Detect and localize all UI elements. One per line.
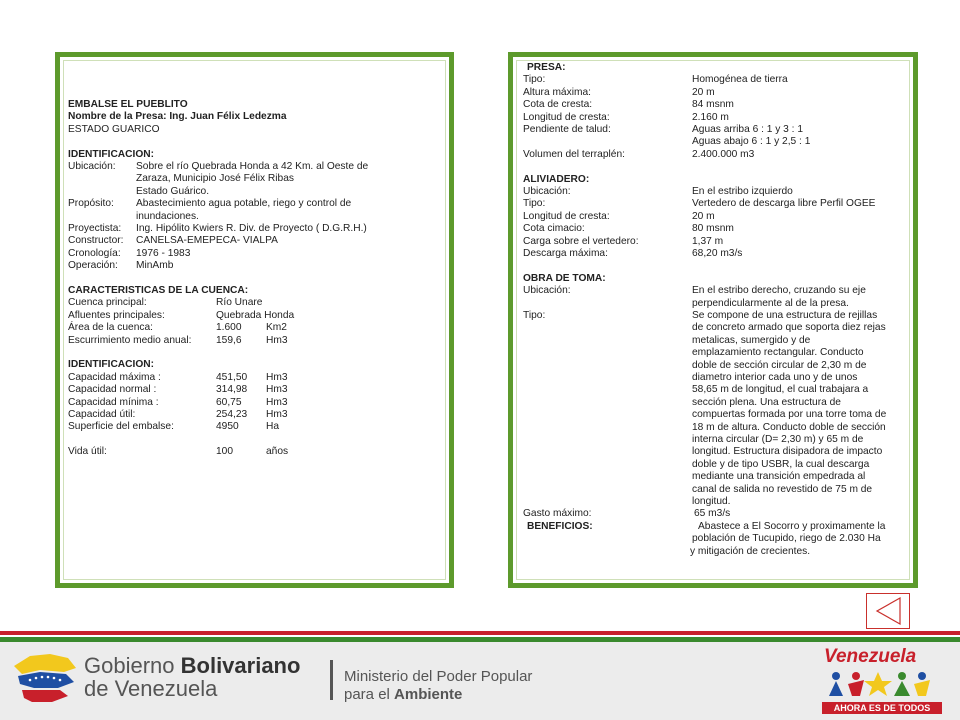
gasto-label: Gasto máximo: xyxy=(523,508,592,520)
aliviadero-value: 80 msnm xyxy=(692,223,734,235)
cuenca-label: Escurrimiento medio anual: xyxy=(68,334,192,346)
capacidad-value: 254,23 xyxy=(216,409,248,420)
ministerio-line-2 xyxy=(344,686,462,703)
obra-toma-heading: OBRA DE TOMA: xyxy=(523,272,606,284)
vida-label: Vida útil: xyxy=(68,446,107,458)
cuenca-heading: CARACTERISTICAS DE LA CUENCA: xyxy=(68,285,249,296)
capacidad-value: 451,50 xyxy=(216,371,248,383)
capacidad-label: Capacidad mínima : xyxy=(68,396,159,408)
gobierno-line-1 xyxy=(84,654,300,678)
right-info-panel xyxy=(508,52,918,588)
bolivariano-word: Bolivariano xyxy=(180,653,301,678)
beneficios-line: Abastece a El Socorro y proximamente la xyxy=(698,520,886,532)
presa-label: Tipo: xyxy=(523,74,546,86)
ident-label: Operación: xyxy=(68,260,118,272)
presa-label: Longitud de cresta: xyxy=(523,111,610,123)
cuenca-label: Área de la cuenca: xyxy=(68,322,153,334)
presa-label: Volumen del terraplén: xyxy=(523,148,625,160)
ident-value: Ing. Hipólito Kwiers R. Div. de Proyecto ( D.G.R.H.) xyxy=(136,223,367,234)
ident-value: Zaraza, Municipio José Félix Ribas xyxy=(136,173,294,185)
ambiente-word: Ambiente xyxy=(394,686,463,703)
ident-value: CANELSA-EMEPECA- VIALPA xyxy=(136,235,278,247)
cuenca-value: Quebrada Honda xyxy=(216,309,295,321)
right-panel-body xyxy=(513,57,913,583)
toma-tipo-line: 58,65 m de longitud, el cual trabajara a xyxy=(692,384,869,396)
toma-tipo-line: Se compone de una estructura de rejillas xyxy=(692,310,878,321)
cuenca-unit: Km2 xyxy=(266,322,287,334)
cuenca-value: 159,6 xyxy=(216,334,242,346)
aliviadero-label: Longitud de cresta: xyxy=(523,210,610,222)
capacidad-unit: Ha xyxy=(266,421,280,433)
toma-tipo-line: mediante una transición empedrada al xyxy=(692,471,866,483)
aliviadero-value: Vertedero de descarga libre Perfil OGEE xyxy=(692,198,876,210)
capacidad-unit: Hm3 xyxy=(266,409,288,420)
capacidad-value: 4950 xyxy=(216,421,239,433)
venezuela-word: Venezuela xyxy=(824,646,917,667)
capacidad-label: Capacidad normal : xyxy=(68,384,157,396)
toma-tipo-line: longitud. Estructura disipadora de impacto xyxy=(692,446,883,458)
capacidad-label: Capacidad máxima : xyxy=(68,371,161,383)
venezuela-flag-map-icon xyxy=(10,648,80,706)
aliviadero-value: En el estribo izquierdo xyxy=(692,186,793,197)
capacidad-unit: Hm3 xyxy=(266,371,288,383)
ahora-text: AHORA ES DE TODOS xyxy=(833,703,931,713)
gasto-value: 65 m3/s xyxy=(694,508,731,520)
para-el-text: para el xyxy=(344,686,395,703)
ident-value: Abastecimiento agua potable, riego y control de xyxy=(136,198,352,210)
ident-value: Estado Guárico. xyxy=(136,185,210,197)
gobierno-line-2: de Venezuela xyxy=(84,676,218,701)
identificacion-heading: IDENTIFICACION: xyxy=(68,148,155,160)
aliviadero-value: 1,37 m xyxy=(692,235,724,247)
presa-value: 2.400.000 m3 xyxy=(692,148,755,160)
aliviadero-heading: ALIVIADERO: xyxy=(523,173,590,185)
cuenca-label: Cuenca principal: xyxy=(68,297,147,309)
gobierno-word: Gobierno xyxy=(84,653,181,678)
toma-tipo-line: sección plena. Una estructura de xyxy=(692,396,841,408)
toma-tipo-line: canal de salida no revestido de 75 m de xyxy=(692,483,873,495)
presa-value: Aguas abajo 6 : 1 y 2,5 : 1 xyxy=(692,136,811,148)
capacidad-unit: Hm3 xyxy=(266,396,288,408)
toma-tipo-line: metalicas, sumergido y de xyxy=(692,334,811,346)
ahora-banner xyxy=(822,702,942,714)
toma-tipo-line: interna circular (D= 2,30 m) y 65 m de xyxy=(692,434,864,445)
presa-value: Aguas arriba 6 : 1 y 3 : 1 xyxy=(692,124,803,135)
aliviadero-value: 68,20 m3/s xyxy=(692,248,743,259)
toma-tipo-line: doble y de tipo USBR, la cual descarga xyxy=(692,458,870,470)
ident-value: Sobre el río Quebrada Honda a 42 Km. al Oeste de xyxy=(136,161,369,172)
toma-tipo-line: diametro interior cada uno y de unos xyxy=(692,372,858,383)
capacidad-unit: Hm3 xyxy=(266,384,288,396)
toma-tipo-line: 18 m de altura. Conducto doble de sección xyxy=(692,421,886,433)
aliviadero-label: Ubicación: xyxy=(523,186,571,197)
vida-unit: años xyxy=(266,446,289,458)
toma-tipo-line: compuertas formada por una torre toma de xyxy=(692,409,887,421)
triangle-left-icon xyxy=(867,594,909,628)
ident-label: Cronología: xyxy=(68,247,121,259)
ident-label: Propósito: xyxy=(68,198,114,210)
presa-label: Cota de cresta: xyxy=(523,99,593,111)
ident-label: Proyectista: xyxy=(68,223,122,234)
venezuela-ahora-logo xyxy=(822,644,950,718)
toma-tipo-label: Tipo: xyxy=(523,310,546,321)
left-info-panel xyxy=(55,52,454,588)
embalse-title-line: EMBALSE EL PUEBLITO xyxy=(68,99,188,110)
capacidad-heading: IDENTIFICACION: xyxy=(68,359,155,371)
toma-ubicacion-label: Ubicación: xyxy=(523,285,571,297)
ident-label: Constructor: xyxy=(68,235,124,247)
beneficios-line: y mitigación de crecientes. xyxy=(690,545,811,557)
presa-label: Pendiente de talud: xyxy=(523,124,611,135)
left-panel-body xyxy=(60,57,449,583)
toma-ubicacion-value: perpendicularmente al de la presa. xyxy=(692,297,849,309)
aliviadero-label: Tipo: xyxy=(523,198,546,210)
ident-value: 1976 - 1983 xyxy=(136,247,191,259)
cuenca-unit: Hm3 xyxy=(266,334,288,346)
presa-value: 2.160 m xyxy=(692,111,729,123)
aliviadero-label: Cota cimacio: xyxy=(523,223,585,235)
capacidad-label: Superficie del embalse: xyxy=(68,421,174,433)
embalse-title-line: Nombre de la Presa: Ing. Juan Félix Ledezma xyxy=(68,111,287,123)
toma-tipo-line: longitud. xyxy=(692,496,731,507)
toma-tipo-line: doble de sección circular de 2,30 m de xyxy=(692,359,867,371)
toma-tipo-line: de concreto armado que soporta diez rejas xyxy=(692,322,886,334)
presa-value: 20 m xyxy=(692,86,715,98)
cuenca-value: 1.600 xyxy=(216,322,242,334)
aliviadero-label: Descarga máxima: xyxy=(523,248,608,259)
cuenca-label: Afluentes principales: xyxy=(68,309,165,321)
toma-tipo-line: emplazamiento rectangular. Conducto xyxy=(692,347,864,359)
embalse-title-line: ESTADO GUARICO xyxy=(68,123,160,135)
presa-value: Homogénea de tierra xyxy=(692,74,788,86)
vida-value: 100 xyxy=(216,446,233,458)
beneficios-heading: BENEFICIOS: xyxy=(527,520,593,532)
capacidad-value: 314,98 xyxy=(216,384,248,396)
aliviadero-value: 20 m xyxy=(692,210,715,222)
cuenca-value: Río Unare xyxy=(216,297,263,309)
beneficios-line: población de Tucupido, riego de 2.030 Ha xyxy=(692,533,881,545)
presa-label: Altura máxima: xyxy=(523,86,591,98)
ident-value: MinAmb xyxy=(136,260,174,272)
toma-ubicacion-value: En el estribo derecho, cruzando su eje xyxy=(692,285,866,297)
people-figures-icon xyxy=(826,668,944,698)
ident-value: inundaciones. xyxy=(136,210,199,222)
presa-heading: PRESA: xyxy=(527,62,566,73)
footer-divider xyxy=(330,660,333,700)
back-nav-button[interactable] xyxy=(866,593,910,629)
capacidad-value: 60,75 xyxy=(216,396,242,408)
aliviadero-label: Carga sobre el vertedero: xyxy=(523,235,639,247)
ministerio-line-1: Ministerio del Poder Popular xyxy=(344,668,533,685)
ident-label: Ubicación: xyxy=(68,161,116,172)
presa-value: 84 msnm xyxy=(692,99,734,111)
capacidad-label: Capacidad útil: xyxy=(68,409,136,420)
